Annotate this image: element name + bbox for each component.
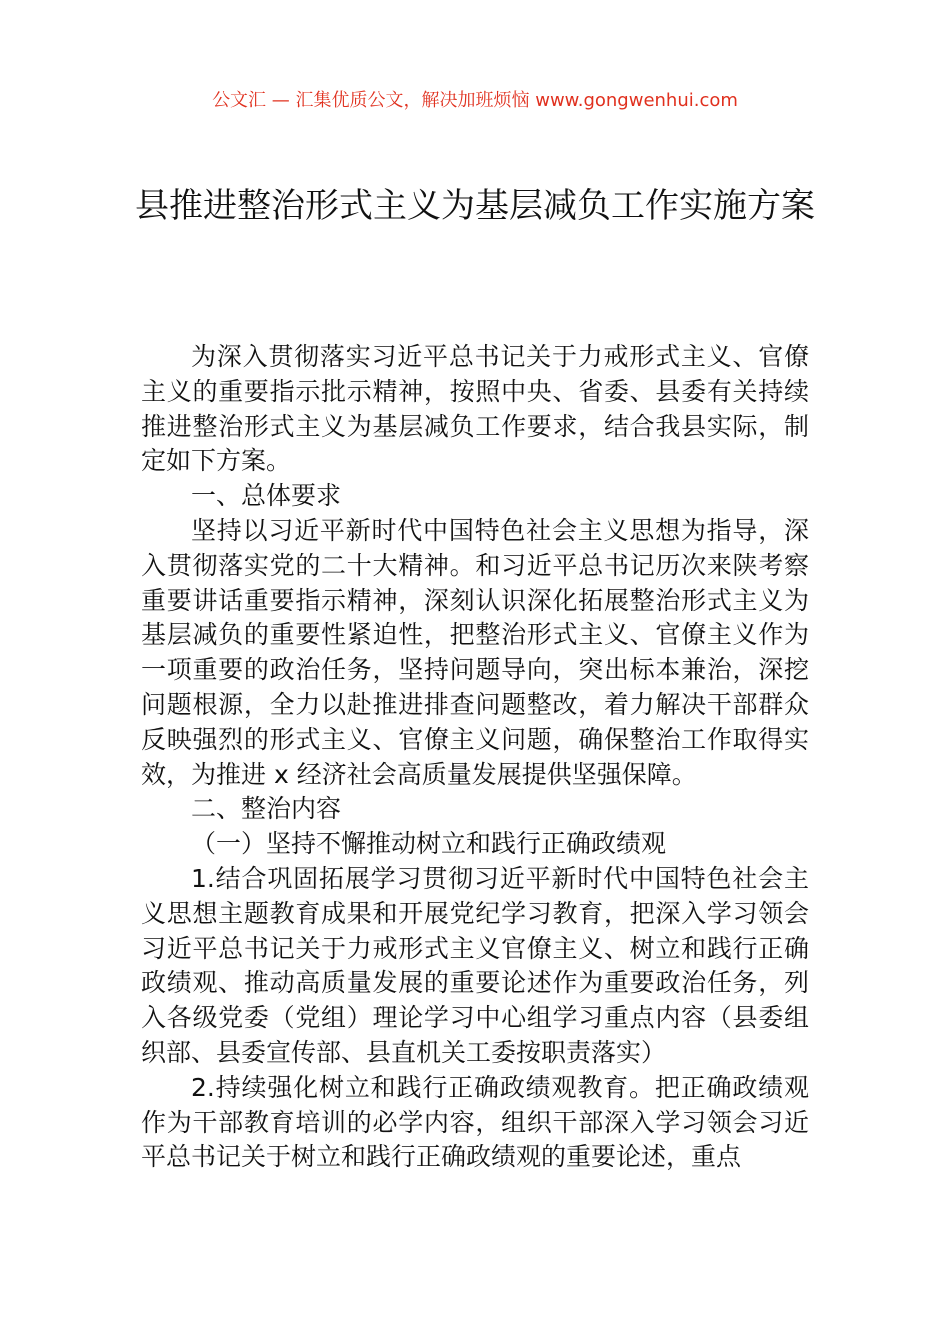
document-title: 县推进整治形式主义为基层减负工作实施方案 xyxy=(135,186,815,226)
paragraph-item-1: 1.结合巩固拓展学习贯彻习近平新时代中国特色社会主义思想主题教育成果和开展党纪学习教育，把深入学习领会习近平总书记关于力戒形式主义官僚主义、树立和践行正确政绩观、推动高质量发展的重要论述作为重要政治任务，列入各级党委（党组）理论学习中心组学习重点内容（县委组织部、县委宣传部、县直机关工委按职责落实） xyxy=(141,863,809,1067)
section-heading-1: 一、总体要求 xyxy=(191,481,342,511)
paragraph-intro: 为深入贯彻落实习近平总书记关于力戒形式主义、官僚主义的重要指示批示精神，按照中央、省委、县委有关持续推进整治形式主义为基层减负工作要求，结合我县实际，制定如下方案。 xyxy=(141,342,809,476)
subsection-heading-1: （一）坚持不懈推动树立和践行正确政绩观 xyxy=(191,829,667,859)
paragraph-general-requirements: 坚持以习近平新时代中国特色社会主义思想为指导，深入贯彻落实党的二十大精神。和习近平总书记历次来陕考察重要讲话重要指示精神，深刻认识深化拓展整治形式主义为基层减负的重要性紧迫性，把整治形式主义、官僚主义作为一项重要的政治任务，坚持问题导向，突出标本兼治，深挖问题根源，全力以赴推进排查问题整改，着力解决干部群众反映强烈的形式主义、官僚主义问题，确保整治工作取得实效，为推进 x 经济社会高质量发展提供坚强保障。 xyxy=(141,515,809,789)
section-heading-2: 二、整治内容 xyxy=(191,794,342,824)
header-banner: 公文汇 — 汇集优质公文，解决加班烦恼 www.gongwenhui.com xyxy=(212,90,738,111)
paragraph-item-2: 2.持续强化树立和践行正确政绩观教育。把正确政绩观作为干部教育培训的必学内容，组织干部深入学习领会习近平总书记关于树立和践行正确政绩观的重要论述，重点 xyxy=(141,1072,809,1172)
document-body xyxy=(141,340,809,1175)
